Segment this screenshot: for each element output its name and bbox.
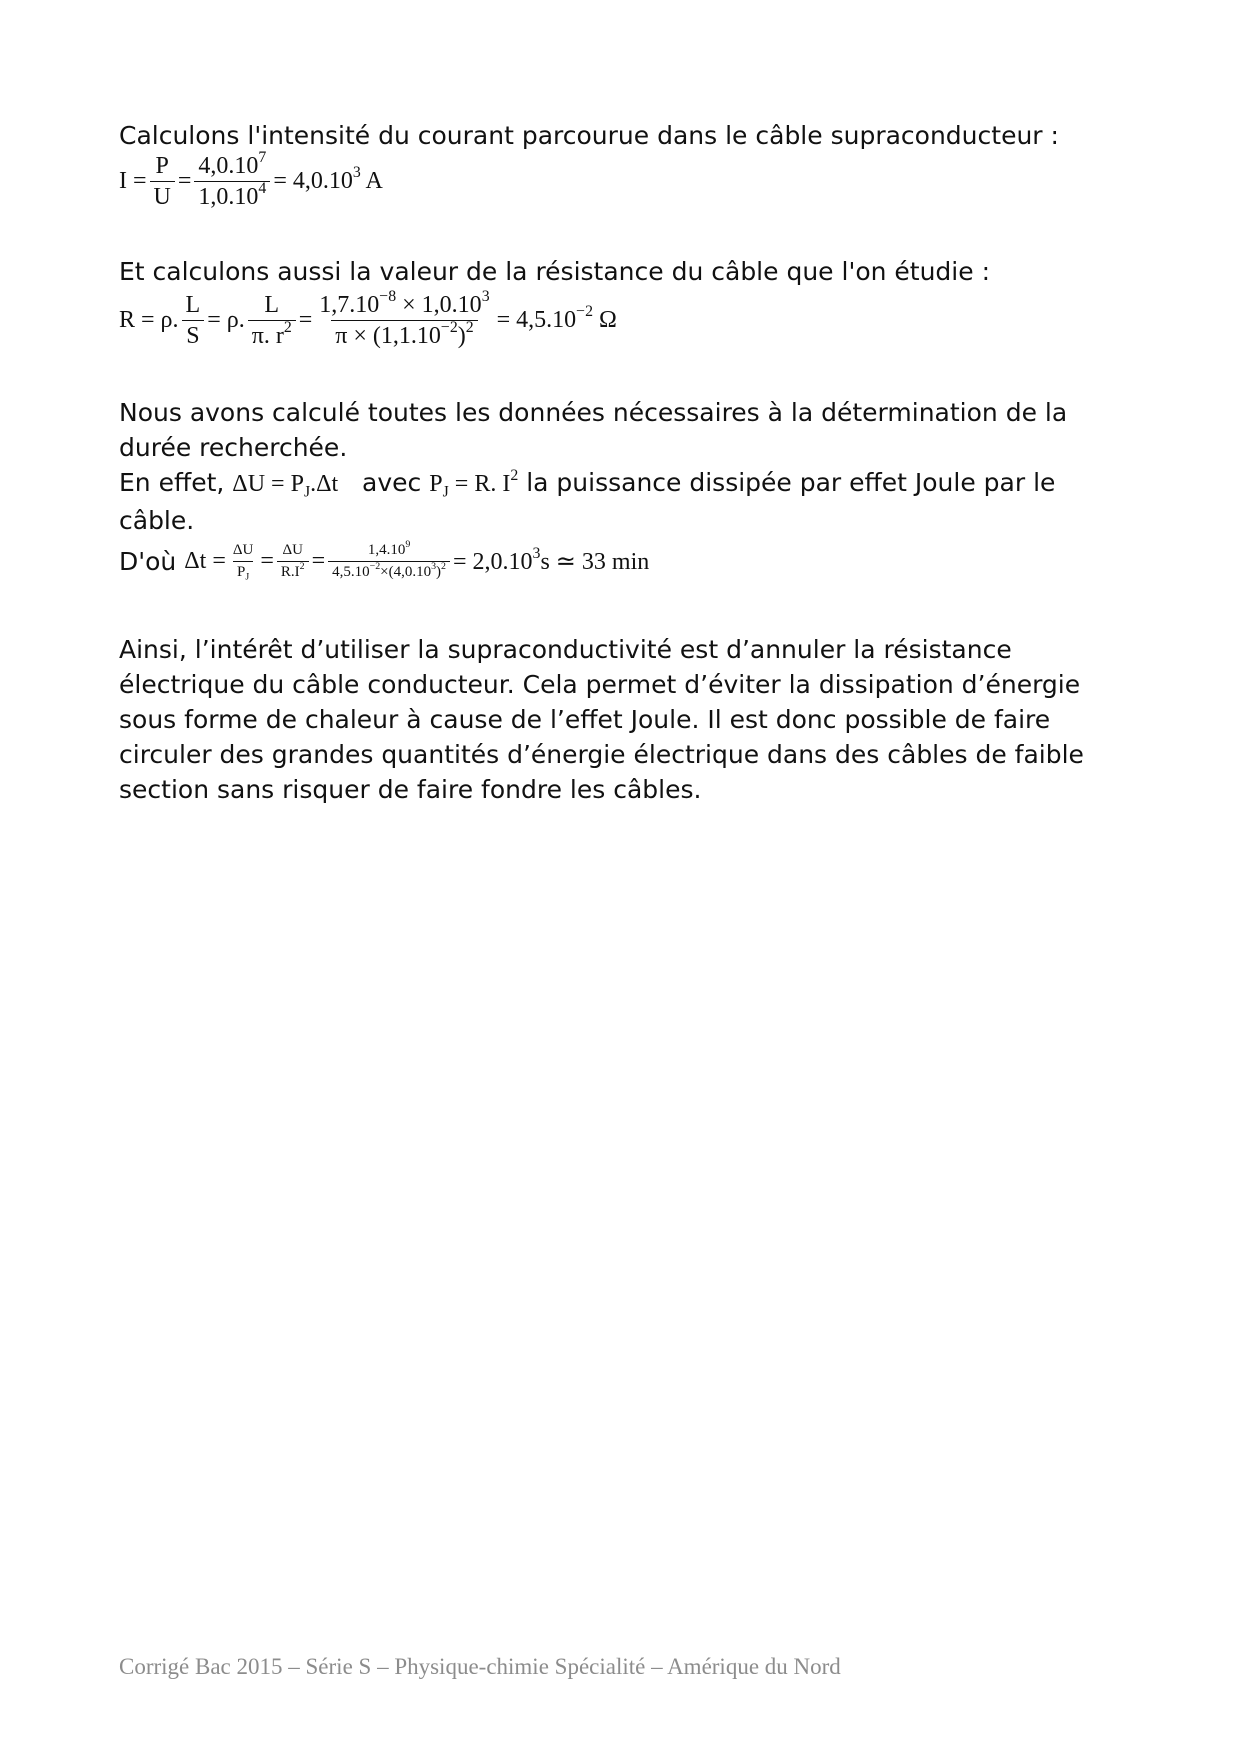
den-exponent: −2 (440, 318, 458, 336)
den-value: 1,0.10 (198, 184, 259, 210)
eq-resistance-mid: = ρ. (207, 307, 245, 333)
den-exponent-2: 2 (465, 318, 474, 336)
fraction-denominator: S (182, 320, 203, 351)
fraction-du-over-ri2 (277, 540, 309, 583)
conclusion-line-2: électrique du câble conducteur. Cela permet d’éviter la dissipation d’énergie (119, 670, 1081, 699)
intro-resistance-text: Et calculons aussi la valeur de la résistance du câble que l'on étudie : (119, 257, 990, 286)
result-unit: Ω (593, 307, 617, 333)
den-exponent: 2 (299, 561, 305, 573)
effet-prefix: En effet, (119, 468, 233, 497)
fraction-numeric-duration (328, 540, 450, 583)
fraction-denominator (233, 561, 253, 583)
equals-sign: = (177, 168, 192, 194)
fraction-power-over-voltage (194, 148, 270, 212)
den-value: π. r (251, 323, 284, 349)
current-result (273, 163, 383, 195)
conclusion-line-1: Ainsi, l’intérêt d’utiliser la supraconductivité est d’annuler la résistance (119, 635, 1012, 664)
num-value-2: × 1,0.10 (396, 292, 482, 318)
avec-text: avec (338, 468, 430, 497)
den-value: 4,5.10 (332, 564, 370, 580)
duration-prefix: D'où (119, 547, 185, 576)
resistance-equation (119, 287, 617, 351)
result-exponent: 3 (352, 163, 361, 181)
fraction-denominator (277, 561, 309, 583)
fraction-du-over-pj (229, 540, 257, 583)
data-paragraph-line-1: Nous avons calculé toutes les données nécessaires à la détermination de la (119, 398, 1068, 427)
fraction-numerator: ΔU (232, 542, 254, 558)
fraction-denominator (194, 181, 270, 212)
eq-resistance-lhs: R = ρ. (119, 307, 179, 333)
result-value: = 4,0.10 (273, 168, 353, 194)
den-exponent: 2 (283, 318, 292, 336)
resistance-result (496, 302, 617, 334)
den-value: P (237, 564, 246, 580)
num-value: 1,4.10 (367, 542, 406, 558)
fraction-numerator: ΔU (282, 542, 303, 558)
den-exponent-3: 2 (441, 561, 446, 573)
conclusion-line-3: sous forme de chaleur à cause de l’effet Joule. Il est donc possible de faire (119, 705, 1051, 734)
data-paragraph-line-2: durée recherchée. (119, 433, 348, 462)
page-footer: Corrigé Bac 2015 – Série S – Physique-chimie Spécialité – Amérique du Nord (119, 1654, 841, 1679)
energy-relation-text: ΔU = P (232, 471, 304, 497)
duration-equation (119, 540, 649, 583)
result-value: = 2,0.10 (452, 549, 533, 575)
den-value-2: ×(4,0.10 (380, 564, 432, 580)
energy-relation-end: .Δt (310, 471, 339, 497)
den-value: R.I (280, 564, 300, 580)
result-value: = 4,5.10 (496, 307, 577, 333)
num-exponent: −8 (379, 287, 397, 305)
fraction-numerator (194, 148, 270, 181)
fraction-denominator (331, 320, 477, 351)
conclusion-line-5: section sans risquer de faire fondre les câbles. (119, 775, 702, 804)
result-exponent: 3 (532, 544, 541, 562)
den-sub: J (245, 571, 250, 583)
fraction-numerator: P (155, 153, 169, 179)
den-value-3: ) (436, 564, 442, 580)
intro-current-text: Calculons l'intensité du courant parcourue dans le câble supraconducteur : (119, 121, 1059, 150)
result-unit: s ≃ 33 min (540, 549, 650, 575)
fraction-numerator: L (264, 292, 280, 318)
fraction-numerator (315, 287, 493, 320)
effet-line (119, 465, 1055, 502)
num-value: 4,0.10 (198, 153, 259, 179)
num-value: 1,7.10 (319, 292, 380, 318)
energy-relation (232, 471, 339, 501)
current-equation (119, 148, 383, 212)
den-exponent-2: 3 (431, 561, 437, 573)
den-value-2: ) (457, 323, 466, 349)
fraction-denominator: U (150, 181, 175, 212)
effet-suffix: la puissance dissipée par effet Joule par le (518, 468, 1056, 497)
num-exponent-2: 3 (481, 287, 490, 305)
num-exponent: 9 (405, 539, 411, 551)
equals-sign: = (311, 548, 326, 574)
den-exponent: −2 (369, 561, 381, 573)
den-value: π × (1,1.10 (335, 323, 441, 349)
fraction-numerator: L (185, 292, 201, 318)
fraction-numerator (364, 540, 414, 561)
den-exponent: 4 (258, 179, 267, 197)
joule-power-exponent: 2 (510, 466, 519, 484)
eq-current-lhs: I = (119, 168, 147, 194)
fraction-l-over-pi-r2 (248, 290, 296, 351)
effet-line-2: câble. (119, 506, 195, 535)
joule-power-relation (429, 466, 519, 501)
equals-sign: = (260, 548, 274, 574)
duration-result (452, 544, 650, 576)
result-exponent: −2 (576, 302, 593, 320)
fraction-l-over-s (182, 290, 205, 351)
fraction-denominator (248, 320, 296, 351)
duration-lhs: Δt = (184, 548, 226, 574)
conclusion-line-4: circuler des grandes quantités d’énergie électrique dans des câbles de faible (119, 740, 1084, 769)
equals-sign: = (298, 307, 313, 333)
fraction-denominator (328, 561, 450, 583)
energy-relation-sub: J (303, 483, 311, 501)
joule-power-text: P (429, 471, 443, 497)
joule-power-end: = R. I (448, 471, 511, 497)
joule-power-sub: J (442, 483, 449, 501)
result-unit: A (360, 168, 383, 194)
fraction-numeric-resistance (315, 287, 493, 351)
num-exponent: 7 (258, 148, 267, 166)
fraction-p-over-u (150, 151, 175, 212)
